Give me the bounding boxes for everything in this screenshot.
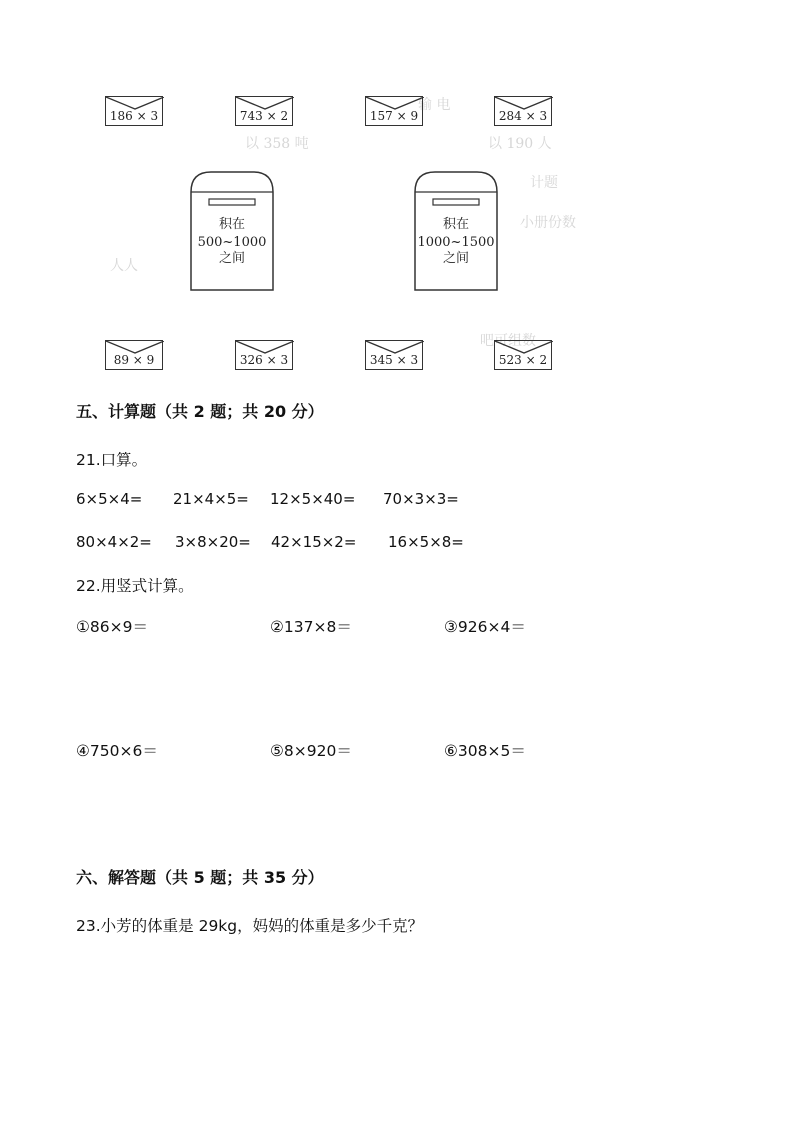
envelope-card [494, 96, 552, 126]
mailbox-label-line3: 之间 [442, 251, 469, 266]
bleed-through-text: 输 电 [418, 97, 451, 113]
bleed-through-text: 人人 [110, 258, 138, 274]
mailbox [413, 170, 499, 292]
envelope-card [494, 340, 552, 370]
envelope-label: 523 × 2 [498, 353, 548, 367]
envelope-card [235, 96, 293, 126]
mental-math-item: 16×5×8= [388, 533, 464, 551]
mailbox-label-line3: 之间 [218, 251, 245, 266]
mailbox [189, 170, 275, 292]
mental-math-item: 42×15×2= [271, 533, 357, 551]
question-text: 23.小芳的体重是 29kg，妈妈的体重是多少千克？ [76, 917, 424, 935]
question-title: 22.用竖式计算。 [76, 577, 194, 595]
bleed-through-text: 吧可组数 [480, 333, 536, 349]
envelope-label: 284 × 3 [498, 109, 548, 123]
envelope-label: 345 × 3 [369, 353, 419, 367]
mental-math-item: 12×5×40= [270, 490, 356, 508]
vertical-calc-item: ⑤8×920＝ [270, 742, 352, 760]
envelope-label: 89 × 9 [113, 353, 155, 367]
mental-math-item: 80×4×2= [76, 533, 152, 551]
envelope-label: 326 × 3 [239, 353, 289, 367]
mental-math-item: 21×4×5= [173, 490, 249, 508]
mailbox-label-range: 500~1000 [197, 235, 267, 250]
section-heading: 五、计算题（共 2 题；共 20 分） [76, 402, 324, 421]
mailbox-label-line1: 积在 [218, 217, 245, 232]
envelope-label: 157 × 9 [369, 109, 419, 123]
envelope-label: 186 × 3 [109, 109, 159, 123]
envelope-card [365, 340, 423, 370]
bleed-through-text: 以 190 人 [488, 136, 552, 152]
vertical-calc-item: ④750×6＝ [76, 742, 158, 760]
mental-math-item: 70×3×3= [383, 490, 459, 508]
vertical-calc-item: ②137×8＝ [270, 618, 352, 636]
envelope-card [365, 96, 423, 126]
vertical-calc-item: ⑥308×5＝ [444, 742, 526, 760]
bleed-through-text: 计题 [530, 175, 558, 191]
envelope-card [105, 96, 163, 126]
bleed-through-text: 小册份数 [520, 215, 576, 231]
mailbox-label-range: 1000~1500 [417, 235, 495, 250]
question-title: 21.口算。 [76, 451, 148, 469]
section-heading: 六、解答题（共 5 题；共 35 分） [76, 868, 324, 887]
envelope-label: 743 × 2 [239, 109, 289, 123]
mailbox-label-line1: 积在 [442, 217, 469, 232]
mental-math-item: 6×5×4= [76, 490, 143, 508]
envelope-card [235, 340, 293, 370]
mental-math-item: 3×8×20= [175, 533, 251, 551]
vertical-calc-item: ③926×4＝ [444, 618, 526, 636]
envelope-card [105, 340, 163, 370]
vertical-calc-item: ①86×9＝ [76, 618, 148, 636]
bleed-through-text: 以 358 吨 [245, 136, 309, 152]
